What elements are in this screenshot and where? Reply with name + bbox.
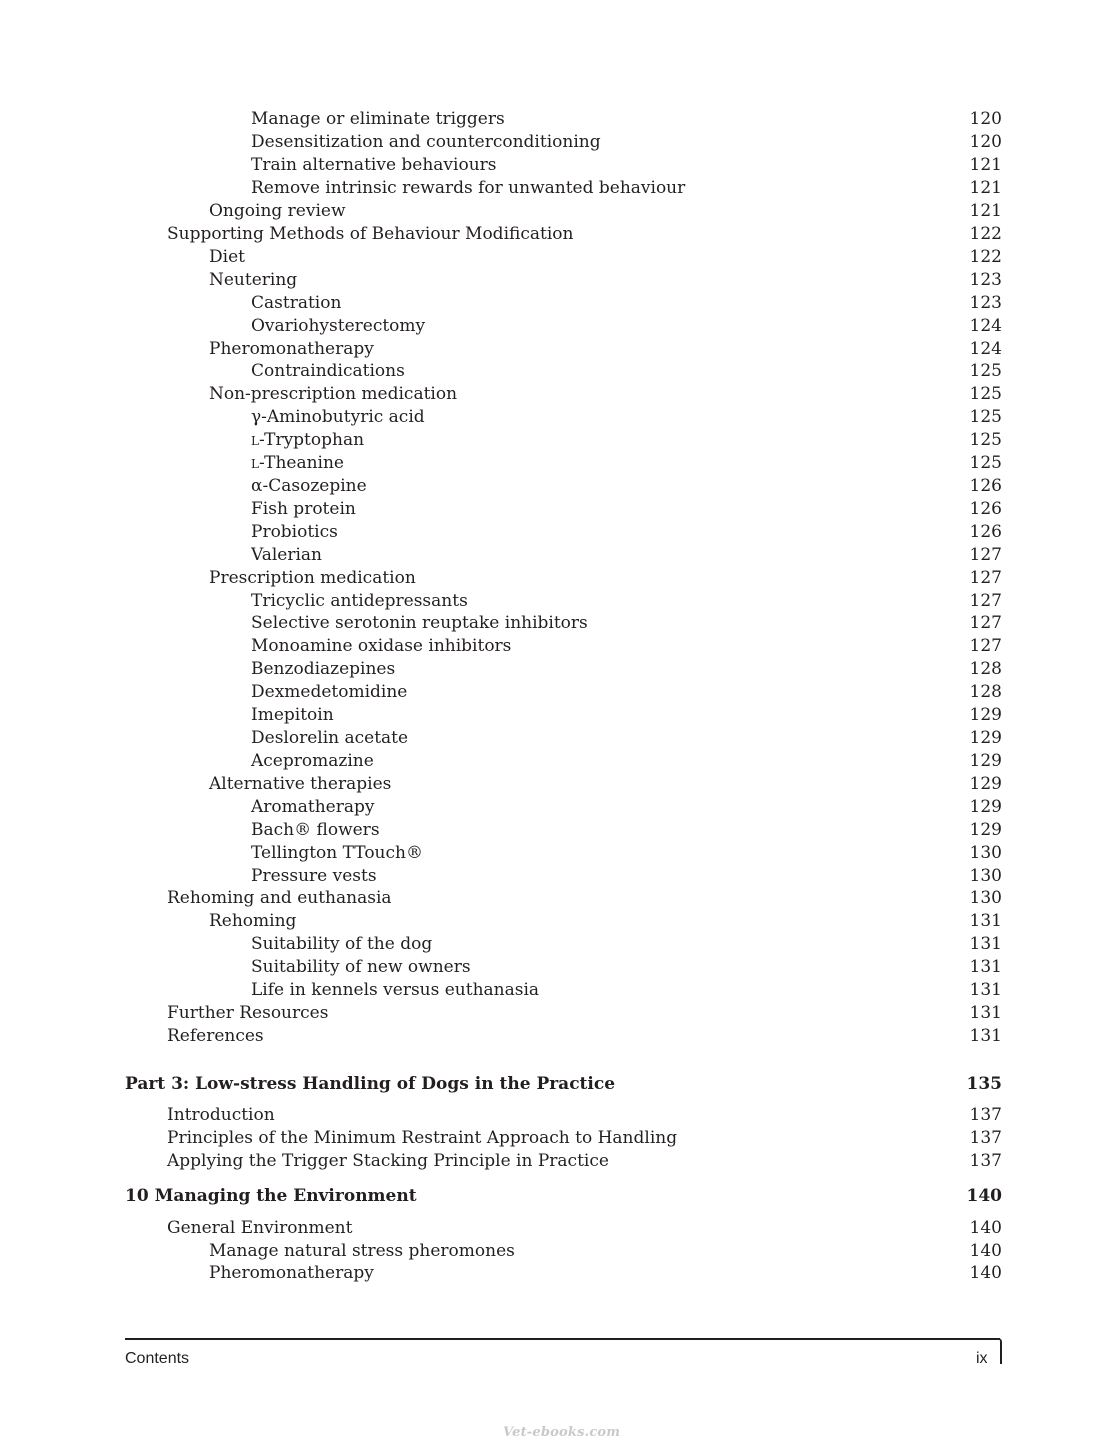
toc-entry-title: Principles of the Minimum Restraint Approach to Handling [167, 1128, 678, 1148]
toc-entry-page: 131 [969, 980, 1002, 1000]
toc-entry-title: Contraindications [251, 361, 405, 381]
toc-entry-page: 129 [969, 774, 1002, 794]
toc-entry[interactable] [0, 1150, 1002, 1173]
toc-entry-page: 140 [969, 1241, 1002, 1261]
toc-entry[interactable] [0, 956, 1002, 979]
toc-entry-title: Dexmedetomidine [251, 682, 408, 702]
toc-entry-title: Introduction [167, 1105, 275, 1125]
footer-corner-mark [996, 1338, 1002, 1364]
toc-entry-page: 120 [969, 132, 1002, 152]
toc-entry-page: 125 [969, 407, 1002, 427]
toc-entry[interactable] [0, 1217, 1002, 1240]
toc-entry-title: Pressure vests [251, 866, 377, 886]
toc-entry-page: 124 [969, 339, 1002, 359]
toc-entry-title: Monoamine oxidase inhibitors [251, 636, 512, 656]
toc-entry-page: 131 [969, 911, 1002, 931]
toc-entry-page: 125 [969, 453, 1002, 473]
toc-entry-title: Desensitization and counterconditioning [251, 132, 601, 152]
toc-entry-page: 120 [969, 109, 1002, 129]
toc-entry[interactable] [0, 750, 1002, 773]
toc-entry[interactable] [0, 383, 1002, 406]
toc-entry-page: 126 [969, 499, 1002, 519]
toc-entry[interactable] [0, 887, 1002, 910]
footer-rule [125, 1338, 1000, 1340]
toc-entry-title: Suitability of the dog [251, 934, 433, 954]
toc-entry[interactable] [0, 429, 1002, 452]
toc-entry-title: Rehoming and euthanasia [167, 888, 392, 908]
toc-entry[interactable] [0, 360, 1002, 383]
toc-entry-title: Castration [251, 293, 342, 313]
toc-entry-page: 127 [969, 636, 1002, 656]
toc-entry[interactable] [0, 406, 1002, 429]
toc-entry[interactable] [0, 704, 1002, 727]
toc-entry-page: 140 [969, 1218, 1002, 1238]
toc-entry-title: 10 Managing the Environment [125, 1186, 417, 1206]
toc-entry[interactable] [0, 246, 1002, 269]
toc-entry[interactable] [0, 131, 1002, 154]
toc-entry-title: Train alternative behaviours [251, 155, 497, 175]
toc-entry-page: 126 [969, 476, 1002, 496]
toc-entry-page: 129 [969, 705, 1002, 725]
toc-entry[interactable] [0, 590, 1002, 613]
toc-entry-title: Pheromonatherapy [209, 1263, 374, 1283]
toc-entry[interactable] [0, 681, 1002, 704]
toc-entry[interactable] [0, 1240, 1002, 1263]
toc-entry-page: 128 [969, 682, 1002, 702]
toc-entry-title: References [167, 1026, 264, 1046]
watermark-logo: Vet-ebooks.com [503, 1425, 621, 1440]
toc-entry-title: Diet [209, 247, 245, 267]
toc-entry-page: 127 [969, 591, 1002, 611]
toc-entry[interactable] [0, 108, 1002, 131]
toc-entry[interactable] [0, 658, 1002, 681]
toc-entry-page: 127 [969, 545, 1002, 565]
toc-entry-title: Neutering [209, 270, 298, 290]
toc-entry-title: Deslorelin acetate [251, 728, 409, 748]
toc-entry-title: l-Tryptophan [251, 430, 365, 450]
toc-entry-page: 121 [969, 178, 1002, 198]
toc-entry[interactable] [0, 727, 1002, 750]
toc-entry-page: 121 [969, 201, 1002, 221]
toc-entry[interactable] [0, 796, 1002, 819]
toc-entry[interactable] [0, 865, 1002, 888]
toc-entry-page: 131 [969, 934, 1002, 954]
toc-entry-page: 126 [969, 522, 1002, 542]
toc-entry-title: Remove intrinsic rewards for unwanted behaviour [251, 178, 686, 198]
toc-entry-title: α-Casozepine [251, 476, 367, 496]
toc-entry-title: Tricyclic antidepressants [251, 591, 468, 611]
toc-entry-title: γ-Aminobutyric acid [251, 407, 425, 427]
toc-entry[interactable] [0, 567, 1002, 590]
toc-entry-page: 123 [969, 270, 1002, 290]
toc-entry[interactable] [0, 933, 1002, 956]
toc-entry-title: Supporting Methods of Behaviour Modification [167, 224, 574, 244]
toc-entry[interactable] [0, 1025, 1002, 1048]
toc-entry-page: 127 [969, 613, 1002, 633]
toc-entry[interactable] [0, 612, 1002, 635]
toc-entry-title: Tellington TTouch® [251, 843, 423, 863]
toc-entry-title: Fish protein [251, 499, 356, 519]
toc-entry-page: 127 [969, 568, 1002, 588]
toc-entry[interactable] [0, 269, 1002, 292]
toc-entry-page: 130 [969, 843, 1002, 863]
toc-entry[interactable] [0, 1002, 1002, 1025]
toc-entry[interactable] [0, 315, 1002, 338]
toc-entry-title: General Environment [167, 1218, 353, 1238]
toc-entry[interactable] [0, 1104, 1002, 1127]
toc-entry-page: 125 [969, 430, 1002, 450]
toc-entry[interactable] [0, 338, 1002, 361]
toc-entry-page: 130 [969, 866, 1002, 886]
toc-entry-title: Manage or eliminate triggers [251, 109, 505, 129]
toc-entry-page: 140 [966, 1186, 1002, 1206]
toc-entry-title: Rehoming [209, 911, 297, 931]
toc-entry-title: Selective serotonin reuptake inhibitors [251, 613, 588, 633]
toc-entry-page: 129 [969, 751, 1002, 771]
toc-entry[interactable] [0, 498, 1002, 521]
toc-entry[interactable] [0, 544, 1002, 567]
toc-entry-page: 131 [969, 1026, 1002, 1046]
toc-entry-title: Imepitoin [251, 705, 334, 725]
toc-entry-title: Ovariohysterectomy [251, 316, 426, 336]
toc-entry-title: Suitability of new owners [251, 957, 471, 977]
toc-entry-title: Further Resources [167, 1003, 329, 1023]
toc-entry[interactable] [0, 1127, 1002, 1150]
toc-entry-page: 125 [969, 384, 1002, 404]
toc-entry[interactable] [0, 979, 1002, 1002]
toc-entry-page: 122 [969, 247, 1002, 267]
toc-entry-page: 130 [969, 888, 1002, 908]
toc-entry-page: 124 [969, 316, 1002, 336]
toc-entry[interactable] [0, 292, 1002, 315]
toc-entry-title: l-Theanine [251, 453, 344, 473]
toc-entry-page: 128 [969, 659, 1002, 679]
toc-entry-page: 129 [969, 728, 1002, 748]
toc-entry-title: Benzodiazepines [251, 659, 396, 679]
toc-entry-title: Non-prescription medication [209, 384, 458, 404]
toc-entry-title: Ongoing review [209, 201, 346, 221]
footer-section-label: Contents [125, 1350, 190, 1367]
toc-entry[interactable] [0, 154, 1002, 177]
toc-entry-page: 121 [969, 155, 1002, 175]
toc-entry[interactable] [0, 200, 1002, 223]
toc-entry[interactable] [0, 177, 1002, 200]
toc-entry-title: Life in kennels versus euthanasia [251, 980, 540, 1000]
toc-entry[interactable] [0, 819, 1002, 842]
toc-section-heading[interactable] [0, 1073, 1002, 1096]
toc-section-heading[interactable] [0, 1185, 1002, 1208]
toc-entry-title: Prescription medication [209, 568, 416, 588]
toc-entry-page: 123 [969, 293, 1002, 313]
toc-entry[interactable] [0, 475, 1002, 498]
toc-entry[interactable] [0, 635, 1002, 658]
toc-entry-page: 129 [969, 797, 1002, 817]
toc-entry-title: Valerian [251, 545, 322, 565]
toc-entry[interactable] [0, 521, 1002, 544]
toc-entry-page: 122 [969, 224, 1002, 244]
toc-entry[interactable] [0, 223, 1002, 246]
toc-entry[interactable] [0, 842, 1002, 865]
toc-entry-page: 125 [969, 361, 1002, 381]
toc-entry-title: Aromatherapy [251, 797, 375, 817]
toc-entry-page: 137 [969, 1151, 1002, 1171]
toc-entry-title: Acepromazine [251, 751, 374, 771]
footer-page-number: ix [976, 1350, 988, 1367]
toc-entry-title: Manage natural stress pheromones [209, 1241, 515, 1261]
toc-entry-page: 137 [969, 1128, 1002, 1148]
toc-entry-title: Applying the Trigger Stacking Principle in Practice [167, 1151, 609, 1171]
toc-entry-page: 135 [966, 1074, 1002, 1094]
toc-entry-title: Alternative therapies [209, 774, 392, 794]
toc-entry-page: 140 [969, 1263, 1002, 1283]
toc-entry[interactable] [0, 910, 1002, 933]
toc-entry[interactable] [0, 1262, 1002, 1285]
toc-entry-page: 137 [969, 1105, 1002, 1125]
toc-entry-page: 131 [969, 957, 1002, 977]
toc-entry-title: Pheromonatherapy [209, 339, 374, 359]
toc-entry-page: 131 [969, 1003, 1002, 1023]
toc-entry-title: Bach® flowers [251, 820, 380, 840]
toc-entry-page: 129 [969, 820, 1002, 840]
toc-entry[interactable] [0, 452, 1002, 475]
toc-entry-title: Part 3: Low-stress Handling of Dogs in the Practice [125, 1074, 616, 1094]
toc-entry[interactable] [0, 773, 1002, 796]
toc-entry-title: Probiotics [251, 522, 338, 542]
